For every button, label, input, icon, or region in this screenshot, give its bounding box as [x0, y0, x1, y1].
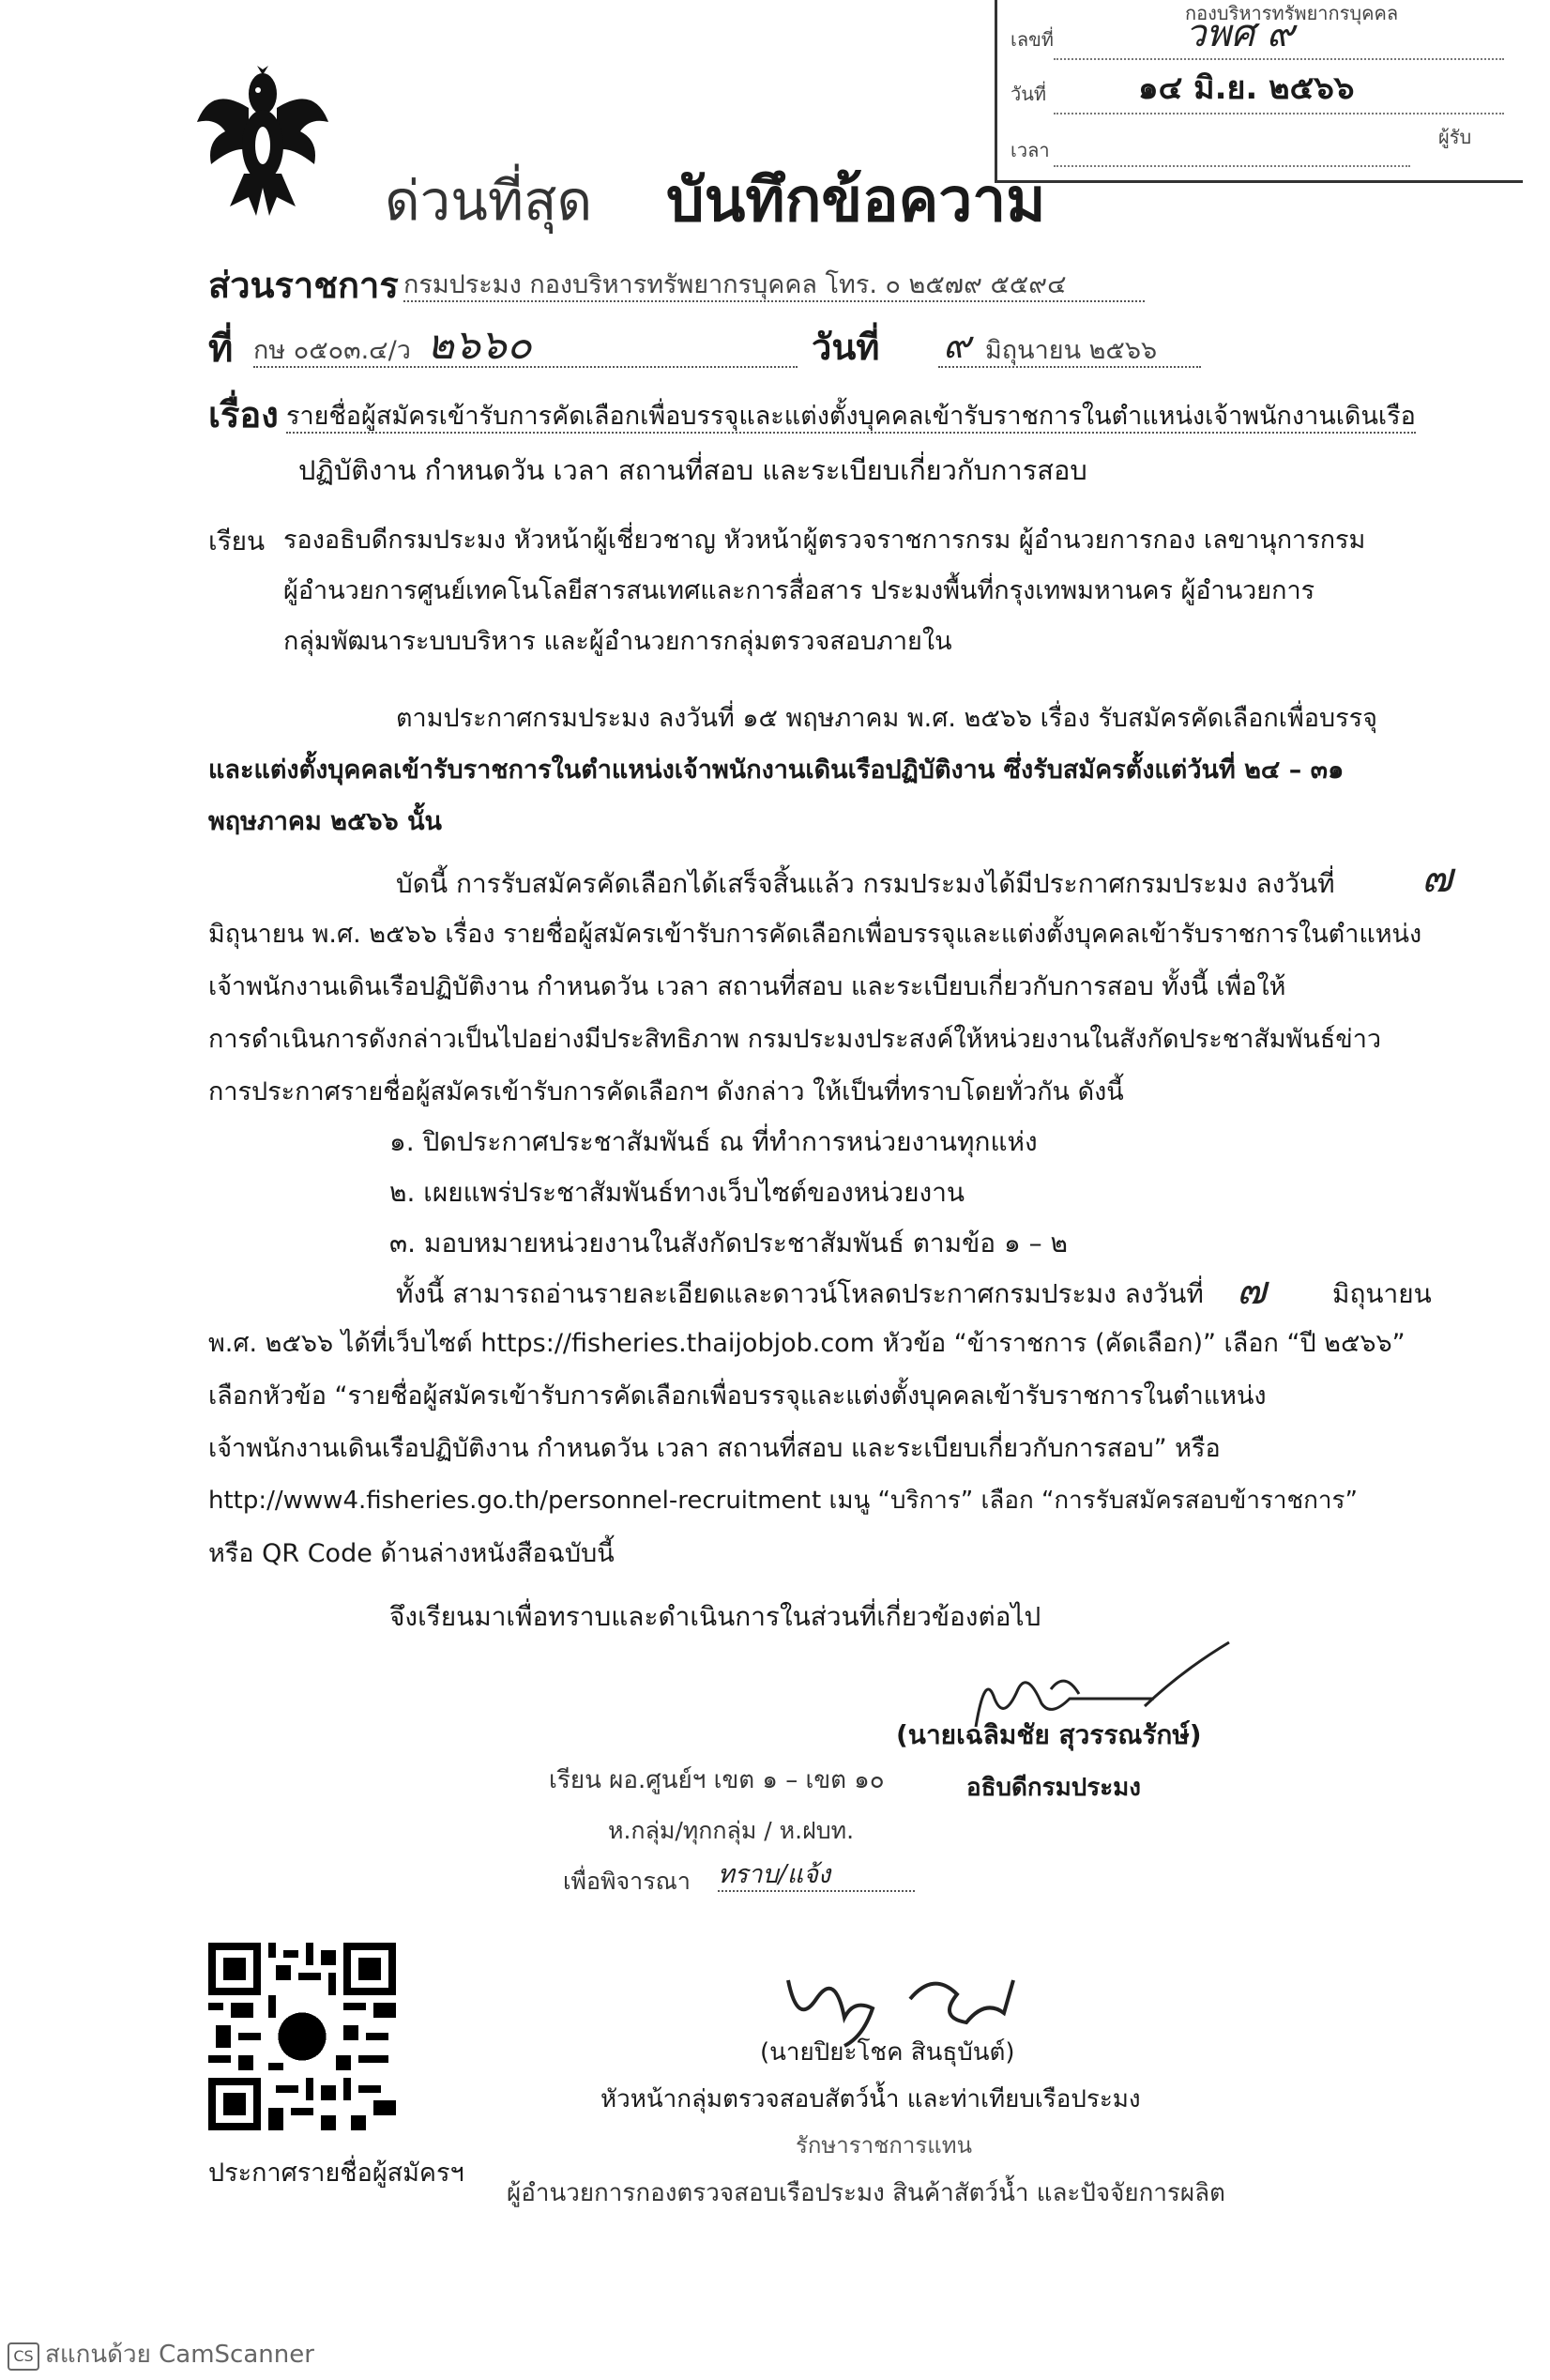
- signer-1-position: อธิบดีกรมประมง: [966, 1774, 1141, 1802]
- ref-label: ที่: [208, 328, 234, 371]
- stamp-top-text: กองบริหารทรัพยากรบุคคล: [1185, 2, 1399, 24]
- p2-handwritten-day: ๗: [1421, 854, 1453, 902]
- p3-handwritten-day: ๗: [1237, 1267, 1267, 1313]
- date-label: วันที่: [812, 327, 880, 368]
- routing-line-2: ห.กลุ่ม/ทุกกลุ่ม / ห.ฝบท.: [608, 1817, 855, 1844]
- p3-line-5: http://www4.fisheries.go.th/personnel-recruitment เมนู “บริการ” เลือก “การรับสมัครสอบข้าราชการ”: [208, 1487, 1358, 1515]
- signer-2-name: (นายปิยะโชค สินธุบันต์): [760, 2038, 1015, 2067]
- subject-line-1: รายชื่อผู้สมัครเข้ารับการคัดเลือกเพื่อบรรจุและแต่งตั้งบุคคลเข้ารับราชการในตำแหน่งเจ้าพนักงานเดินเรือ: [286, 402, 1416, 434]
- qr-code-icon[interactable]: [208, 1943, 396, 2130]
- p3-line-4: เจ้าพนักงานเดินเรือปฏิบัติงาน กำหนดวัน เวลา สถานที่สอบ และระเบียบเกี่ยวกับการสอบ” หรือ: [208, 1434, 1221, 1463]
- p2-line-2: มิถุนายน พ.ศ. ๒๕๖๖ เรื่อง รายชื่อผู้สมัครเข้ารับการคัดเลือกเพื่อบรรจุและแต่งตั้งบุคคลเข้ารับราชการในตำแหน่ง: [208, 920, 1422, 949]
- camscanner-logo-icon: CS: [8, 2342, 39, 2371]
- receipt-stamp: [995, 0, 1523, 183]
- list-item: ๒. เผยแพร่ประชาสัมพันธ์ทางเว็บไซต์ของหน่วยงาน: [389, 1177, 965, 1208]
- routing-line-3-handwritten: ทราบ/แจ้ง: [718, 1860, 915, 1892]
- agency-label: ส่วนราชการ: [208, 265, 399, 306]
- p2-line-5: การประกาศรายชื่อผู้สมัครเข้ารับการคัดเลือกฯ ดังกล่าว ให้เป็นที่ทราบโดยทั่วกัน ดังนี้: [208, 1077, 1124, 1106]
- stamp-no-label: เลขที่: [1011, 28, 1054, 51]
- to-label: เรียน: [208, 526, 266, 557]
- ref-value: กษ ๐๕๐๓.๔/ว: [253, 336, 798, 368]
- to-line-3: กลุ่มพัฒนาระบบบริหาร และผู้อำนวยการกลุ่มตรวจสอบภายใน: [283, 627, 952, 656]
- list-item: ๑. ปิดประกาศประชาสัมพันธ์ ณ ที่ทำการหน่วยงานทุกแห่ง: [389, 1126, 1038, 1157]
- qr-caption: ประกาศรายชื่อผู้สมัครฯ: [208, 2159, 464, 2188]
- p3-line-3: เลือกหัวข้อ “รายชื่อผู้สมัครเข้ารับการคัดเลือกเพื่อบรรจุและแต่งตั้งบุคคลเข้ารับราชการในตำแหน่ง: [208, 1381, 1267, 1411]
- routing-line-3-label: เพื่อพิจารณา: [563, 1868, 691, 1895]
- stamp-line-2: [1054, 113, 1504, 114]
- garuda-emblem-icon: [192, 66, 333, 221]
- camscanner-footer: สแกนด้วย CamScanner: [45, 2341, 314, 2369]
- urgency-label: ด่วนที่สุด: [385, 169, 593, 233]
- p1-line-3: พฤษภาคม ๒๕๖๖ นั้น: [208, 807, 442, 836]
- p3-line-6: หรือ QR Code ด้านล่างหนังสือฉบับนี้: [208, 1539, 615, 1568]
- p1-line-1: ตามประกาศกรมประมง ลงวันที่ ๑๕ พฤษภาคม พ.ศ. ๒๕๖๖ เรื่อง รับสมัครคัดเลือกเพื่อบรรจุ: [396, 704, 1377, 733]
- p1-line-2: และแต่งตั้งบุคคลเข้ารับราชการในตำแหน่งเจ้าพนักงานเดินเรือปฏิบัติงาน ซึ่งรับสมัครตั้งแต่วันที่ ๒๔ – ๓๑: [208, 755, 1345, 785]
- date-handwritten-day: ๙: [943, 324, 971, 367]
- date-value: มิถุนายน ๒๕๖๖: [938, 336, 1201, 368]
- subject-line-2: ปฏิบัติงาน กำหนดวัน เวลา สถานที่สอบ และระเบียบเกี่ยวกับการสอบ: [298, 454, 1087, 486]
- p2-line-1: บัดนี้ การรับสมัครคัดเลือกได้เสร็จสิ้นแล้ว กรมประมงได้มีประกาศกรมประมง ลงวันที่: [396, 868, 1335, 899]
- to-line-2: ผู้อำนวยการศูนย์เทคโนโลยีสารสนเทศและการสื่อสาร ประมงพื้นที่กรุงเทพมหานคร ผู้อำนวยการ: [283, 576, 1315, 605]
- p3-line-2: พ.ศ. ๒๕๖๖ ได้ที่เว็บไซต์ https://fisheries.thaijobjob.com หัวข้อ “ข้าราชการ (คัดเลือก)” เลือก “ปี ๒๕๖๖”: [208, 1329, 1406, 1358]
- stamp-line-1: [1054, 58, 1504, 60]
- closing-line: จึงเรียนมาเพื่อทราบและดำเนินการในส่วนที่เกี่ยวข้องต่อไป: [389, 1601, 1041, 1632]
- p3-line-1-end: มิถุนายน: [1332, 1278, 1432, 1309]
- to-line-1: รองอธิบดีกรมประมง หัวหน้าผู้เชี่ยวชาญ หัวหน้าผู้ตรวจราชการกรม ผู้อำนวยการกอง เลขานุการกรม: [283, 526, 1366, 555]
- routing-line-1: เรียน ผอ.ศูนย์ฯ เขต ๑ – เขต ๑๐: [549, 1766, 885, 1794]
- signer-2-position-3: ผู้อำนวยการกองตรวจสอบเรือประมง สินค้าสัตว์น้ำ และปัจจัยการผลิต: [507, 2179, 1225, 2207]
- signer-1-name: (นายเฉลิมชัย สุวรรณรักษ์): [896, 1719, 1202, 1750]
- ref-handwritten-number: ๒๖๖๐: [427, 321, 532, 369]
- stamp-date-label: วันที่: [1011, 83, 1047, 105]
- signer-2-position-1: หัวหน้ากลุ่มตรวจสอบสัตว์น้ำ และท่าเทียบเรือประมง: [600, 2085, 1141, 2113]
- p2-line-4: การดำเนินการดังกล่าวเป็นไปอย่างมีประสิทธิภาพ กรมประมงประสงค์ให้หน่วยงานในสังกัดประชาสัมพันธ์ข่าว: [208, 1025, 1382, 1054]
- stamp-no-value: วพศ ๙: [1185, 12, 1295, 55]
- page-title: บันทึกข้อความ: [666, 166, 1046, 236]
- stamp-line-3: [1054, 165, 1410, 167]
- agency-value: กรมประมง กองบริหารทรัพยากรบุคคล โทร. ๐ ๒๕๗๙ ๕๕๙๔: [403, 270, 1145, 302]
- stamp-sign-label: ผู้รับ: [1438, 126, 1472, 148]
- p2-line-3: เจ้าพนักงานเดินเรือปฏิบัติงาน กำหนดวัน เวลา สถานที่สอบ และระเบียบเกี่ยวกับการสอบ ทั้งนี้ เพื่อให้: [208, 972, 1286, 1001]
- stamp-date-value: ๑๔ มิ.ย. ๒๕๖๖: [1138, 69, 1355, 107]
- signer-2-position-2: รักษาราชการแทน: [796, 2132, 972, 2159]
- p3-line-1: ทั้งนี้ สามารถอ่านรายละเอียดและดาวน์โหลดประกาศกรมประมง ลงวันที่: [396, 1278, 1204, 1309]
- subject-label: เรื่อง: [208, 394, 279, 435]
- list-item: ๓. มอบหมายหน่วยงานในสังกัดประชาสัมพันธ์ ตามข้อ ๑ – ๒: [389, 1228, 1068, 1259]
- stamp-time-label: เวลา: [1011, 139, 1050, 161]
